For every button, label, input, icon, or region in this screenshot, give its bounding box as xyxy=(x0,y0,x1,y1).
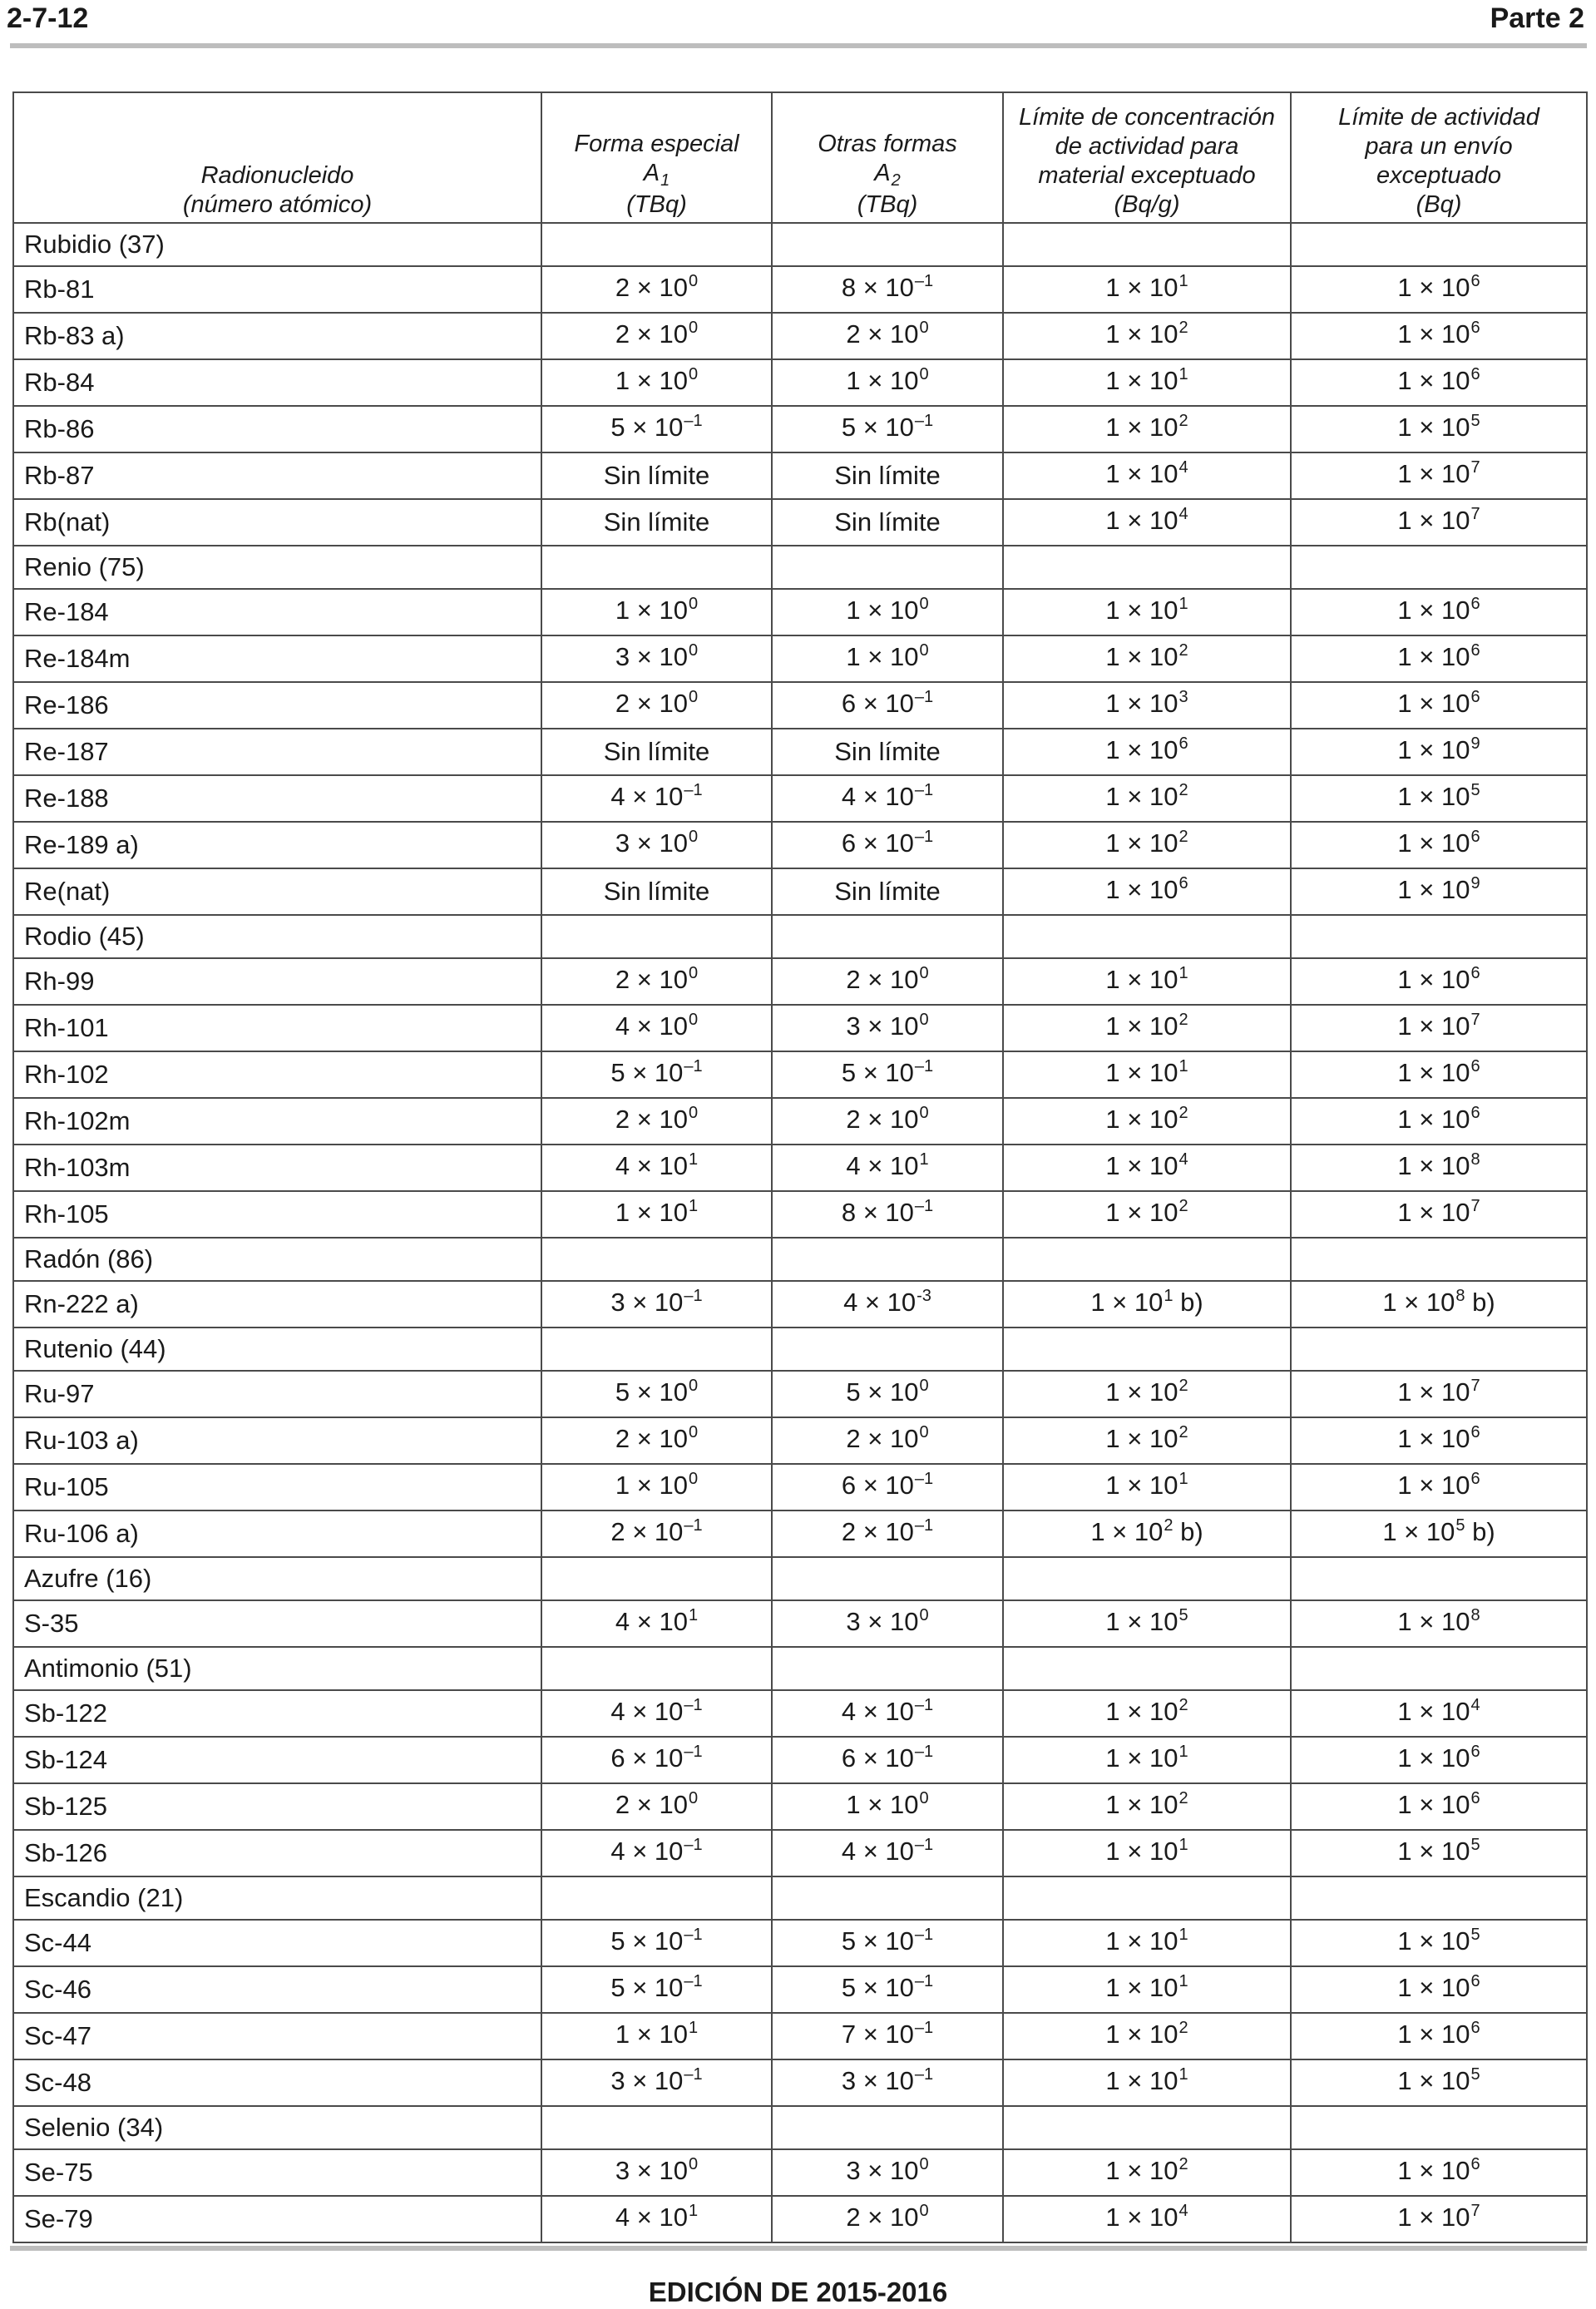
a1-value: $4 \times 10^{-1}$ xyxy=(541,1690,772,1737)
activity-limit-value: $1 \times 10^8$ xyxy=(1291,1145,1587,1191)
activity-limit-value xyxy=(1291,223,1587,266)
a1-value: $2 \times 10^0$ xyxy=(541,1417,772,1464)
symbol-a1: $A_1$ xyxy=(643,160,670,190)
a1-value: $4 \times 10^1$ xyxy=(541,1600,772,1647)
nuclide-name: Re-186 xyxy=(13,682,541,729)
column-header-radionuclide: Radionucleido (número atómico) xyxy=(13,92,541,223)
concentration-limit-value: $1 \times 10^6$ xyxy=(1003,868,1291,915)
concentration-limit-value: $1 \times 10^2$ xyxy=(1003,1783,1291,1830)
activity-limit-value xyxy=(1291,1876,1587,1920)
a1-value xyxy=(541,2106,772,2149)
concentration-limit-value: $1 \times 10^1$ xyxy=(1003,958,1291,1005)
activity-limit-value: $1 \times 10^5$ xyxy=(1291,1920,1587,1966)
nuclide-name: Rb-86 xyxy=(13,406,541,452)
section-number: 2-7-12 xyxy=(7,2,89,34)
a1-value: Sin límite xyxy=(541,868,772,915)
a2-value: Sin límite xyxy=(772,452,1003,499)
a1-value: $2 \times 10^0$ xyxy=(541,313,772,359)
nuclide-name: Renio (75) xyxy=(13,546,541,589)
activity-limit-value xyxy=(1291,1557,1587,1600)
concentration-limit-value: $1 \times 10^1$ xyxy=(1003,1830,1291,1876)
a1-value: $4 \times 10^1$ xyxy=(541,1145,772,1191)
a2-value: $1 \times 10^0$ xyxy=(772,635,1003,682)
nuclide-name: Escandio (21) xyxy=(13,1876,541,1920)
concentration-limit-value xyxy=(1003,1557,1291,1600)
nuclide-name: Rb-84 xyxy=(13,359,541,406)
part-label: Parte 2 xyxy=(1490,2,1584,34)
a1-value xyxy=(541,1876,772,1920)
table-row xyxy=(13,1098,1587,1145)
a1-value: $1 \times 10^1$ xyxy=(541,2013,772,2059)
activity-limit-value xyxy=(1291,1647,1587,1690)
a1-value xyxy=(541,915,772,958)
concentration-limit-value: $1 \times 10^1$ xyxy=(1003,2059,1291,2106)
concentration-limit-value: $1 \times 10^6$ xyxy=(1003,729,1291,775)
a1-value: $3 \times 10^0$ xyxy=(541,635,772,682)
element-group-row xyxy=(13,1238,1587,1281)
element-group-row xyxy=(13,546,1587,589)
a2-value: $3 \times 10^0$ xyxy=(772,2149,1003,2196)
table-row xyxy=(13,499,1587,546)
activity-limit-value: $1 \times 10^6$ xyxy=(1291,1417,1587,1464)
concentration-limit-value: $1 \times 10^2$ xyxy=(1003,822,1291,868)
a1-value: $4 \times 10^{-1}$ xyxy=(541,1830,772,1876)
a2-value: $4 \times 10^{-1}$ xyxy=(772,1690,1003,1737)
a1-value xyxy=(541,1557,772,1600)
concentration-limit-value: $1 \times 10^2$ xyxy=(1003,1191,1291,1238)
a1-value: Sin límite xyxy=(541,452,772,499)
table-row xyxy=(13,1966,1587,2013)
activity-limit-value: $1 \times 10^5$ xyxy=(1291,1830,1587,1876)
a1-value xyxy=(541,546,772,589)
activity-limit-value: $1 \times 10^6$ xyxy=(1291,313,1587,359)
concentration-limit-value: $1 \times 10^1$ xyxy=(1003,266,1291,313)
concentration-limit-value: $1 \times 10^1$ xyxy=(1003,589,1291,635)
activity-limit-value xyxy=(1291,546,1587,589)
nuclide-name: Radón (86) xyxy=(13,1238,541,1281)
nuclide-name: Sc-48 xyxy=(13,2059,541,2106)
activity-limit-value: $1 \times 10^7$ xyxy=(1291,499,1587,546)
table-row xyxy=(13,1281,1587,1328)
a2-value: $6 \times 10^{-1}$ xyxy=(772,682,1003,729)
nuclide-name: Rb(nat) xyxy=(13,499,541,546)
activity-limit-value: $1 \times 10^7$ xyxy=(1291,1191,1587,1238)
activity-limit-value: $1 \times 10^6$ xyxy=(1291,359,1587,406)
concentration-limit-value: $1 \times 10^2$ xyxy=(1003,313,1291,359)
nuclide-name: Ru-106 a) xyxy=(13,1510,541,1557)
nuclide-name: Selenio (34) xyxy=(13,2106,541,2149)
nuclide-name: Sb-126 xyxy=(13,1830,541,1876)
activity-limit-value: $1 \times 10^9$ xyxy=(1291,868,1587,915)
a2-value: $3 \times 10^0$ xyxy=(772,1005,1003,1051)
a2-value: $6 \times 10^{-1}$ xyxy=(772,1737,1003,1783)
activity-limit-value: $1 \times 10^6$ xyxy=(1291,635,1587,682)
activity-limit-value: $1 \times 10^6$ xyxy=(1291,589,1587,635)
a2-value xyxy=(772,1557,1003,1600)
activity-limit-value: $1 \times 10^6$ xyxy=(1291,2149,1587,2196)
a2-value: $5 \times 10^{-1}$ xyxy=(772,1920,1003,1966)
nuclide-name: Re-184m xyxy=(13,635,541,682)
a1-value: $2 \times 10^0$ xyxy=(541,266,772,313)
concentration-limit-value: $1 \times 10^3$ xyxy=(1003,682,1291,729)
activity-limit-value xyxy=(1291,1238,1587,1281)
a1-value: $4 \times 10^0$ xyxy=(541,1005,772,1051)
column-header-a2: Otras formas $A_2$ (TBq) xyxy=(772,92,1003,223)
header-rule xyxy=(10,43,1587,48)
concentration-limit-value: $1 \times 10^2$ xyxy=(1003,1005,1291,1051)
a2-value: Sin límite xyxy=(772,499,1003,546)
table-row xyxy=(13,2059,1587,2106)
a1-value: $2 \times 10^0$ xyxy=(541,682,772,729)
concentration-limit-value: $1 \times 10^4$ xyxy=(1003,499,1291,546)
concentration-limit-value: $1 \times 10^2$ xyxy=(1003,1690,1291,1737)
table-row xyxy=(13,1145,1587,1191)
a1-value: $2 \times 10^0$ xyxy=(541,958,772,1005)
concentration-limit-value: $1 \times 10^4$ xyxy=(1003,1145,1291,1191)
table-row xyxy=(13,1920,1587,1966)
a2-value: $4 \times 10^{-1}$ xyxy=(772,775,1003,822)
a1-value xyxy=(541,1328,772,1371)
a1-value xyxy=(541,1647,772,1690)
nuclide-name: Rh-101 xyxy=(13,1005,541,1051)
concentration-limit-value: $1 \times 10^2$ xyxy=(1003,775,1291,822)
nuclide-name: Re-184 xyxy=(13,589,541,635)
table-row xyxy=(13,1371,1587,1417)
a2-value: $2 \times 10^0$ xyxy=(772,2196,1003,2242)
nuclide-name: Ru-97 xyxy=(13,1371,541,1417)
table-row xyxy=(13,1417,1587,1464)
table-row xyxy=(13,589,1587,635)
nuclide-name: Sc-44 xyxy=(13,1920,541,1966)
concentration-limit-value: $1 \times 10^4$ xyxy=(1003,2196,1291,2242)
table-row xyxy=(13,452,1587,499)
table-row xyxy=(13,729,1587,775)
nuclide-name: Rutenio (44) xyxy=(13,1328,541,1371)
symbol-a2: $A_2$ xyxy=(874,160,901,190)
activity-limit-value: $1 \times 10^7$ xyxy=(1291,452,1587,499)
activity-limit-value: $1 \times 10^8$ b) xyxy=(1291,1281,1587,1328)
page-header xyxy=(0,0,1596,50)
concentration-limit-value: $1 \times 10^1$ b) xyxy=(1003,1281,1291,1328)
nuclide-name: Re-189 a) xyxy=(13,822,541,868)
activity-limit-value: $1 \times 10^6$ xyxy=(1291,822,1587,868)
concentration-limit-value: $1 \times 10^5$ xyxy=(1003,1600,1291,1647)
a2-value: $1 \times 10^0$ xyxy=(772,359,1003,406)
a1-value: $3 \times 10^{-1}$ xyxy=(541,1281,772,1328)
a1-value: $4 \times 10^1$ xyxy=(541,2196,772,2242)
table-row xyxy=(13,1464,1587,1510)
table-row xyxy=(13,1005,1587,1051)
activity-limit-value: $1 \times 10^6$ xyxy=(1291,2013,1587,2059)
concentration-limit-value: $1 \times 10^4$ xyxy=(1003,452,1291,499)
nuclide-name: Rodio (45) xyxy=(13,915,541,958)
table-row xyxy=(13,2013,1587,2059)
a2-value: $3 \times 10^{-1}$ xyxy=(772,2059,1003,2106)
table-row xyxy=(13,1830,1587,1876)
activity-limit-value: $1 \times 10^6$ xyxy=(1291,1966,1587,2013)
nuclide-name: Ru-105 xyxy=(13,1464,541,1510)
a2-value xyxy=(772,915,1003,958)
nuclide-name: Rb-81 xyxy=(13,266,541,313)
a2-value: $1 \times 10^0$ xyxy=(772,1783,1003,1830)
table-row xyxy=(13,2149,1587,2196)
nuclide-name: Re-188 xyxy=(13,775,541,822)
table-row xyxy=(13,1510,1587,1557)
edition-label: EDICIÓN DE 2015-2016 xyxy=(648,2277,948,2307)
a1-value: $3 \times 10^0$ xyxy=(541,2149,772,2196)
concentration-limit-value: $1 \times 10^1$ xyxy=(1003,1464,1291,1510)
page-footer xyxy=(0,2246,1596,2309)
activity-limit-value: $1 \times 10^7$ xyxy=(1291,1371,1587,1417)
a1-value: $5 \times 10^{-1}$ xyxy=(541,1051,772,1098)
nuclide-name: Rh-102m xyxy=(13,1098,541,1145)
concentration-limit-value: $1 \times 10^2$ xyxy=(1003,1098,1291,1145)
table-body xyxy=(13,223,1587,2242)
a1-value: $1 \times 10^0$ xyxy=(541,589,772,635)
a2-value xyxy=(772,1647,1003,1690)
a1-value: $2 \times 10^0$ xyxy=(541,1783,772,1830)
a2-value: $5 \times 10^0$ xyxy=(772,1371,1003,1417)
a2-value xyxy=(772,1876,1003,1920)
concentration-limit-value: $1 \times 10^2$ xyxy=(1003,2149,1291,2196)
table-row xyxy=(13,2196,1587,2242)
concentration-limit-value xyxy=(1003,546,1291,589)
concentration-limit-value: $1 \times 10^2$ xyxy=(1003,1371,1291,1417)
a1-value: $1 \times 10^0$ xyxy=(541,359,772,406)
a1-value: $3 \times 10^{-1}$ xyxy=(541,2059,772,2106)
activity-limit-value: $1 \times 10^6$ xyxy=(1291,266,1587,313)
a1-value xyxy=(541,223,772,266)
activity-limit-value: $1 \times 10^7$ xyxy=(1291,2196,1587,2242)
activity-limit-value: $1 \times 10^6$ xyxy=(1291,1737,1587,1783)
nuclide-name: Sc-47 xyxy=(13,2013,541,2059)
activity-limit-value: $1 \times 10^6$ xyxy=(1291,1464,1587,1510)
footer-rule xyxy=(10,2246,1587,2251)
activity-limit-value: $1 \times 10^5$ b) xyxy=(1291,1510,1587,1557)
activity-limit-value: $1 \times 10^4$ xyxy=(1291,1690,1587,1737)
a2-value: Sin límite xyxy=(772,729,1003,775)
activity-limit-value: $1 \times 10^6$ xyxy=(1291,1098,1587,1145)
table-row xyxy=(13,313,1587,359)
table-row xyxy=(13,1600,1587,1647)
concentration-limit-value: $1 \times 10^1$ xyxy=(1003,1051,1291,1098)
table-row xyxy=(13,775,1587,822)
activity-limit-value: $1 \times 10^6$ xyxy=(1291,1783,1587,1830)
concentration-limit-value: $1 \times 10^1$ xyxy=(1003,359,1291,406)
a1-value: $5 \times 10^0$ xyxy=(541,1371,772,1417)
a2-value: $6 \times 10^{-1}$ xyxy=(772,822,1003,868)
a1-value: Sin límite xyxy=(541,729,772,775)
nuclide-name: Rb-83 a) xyxy=(13,313,541,359)
concentration-limit-value: $1 \times 10^2$ xyxy=(1003,2013,1291,2059)
table-row xyxy=(13,635,1587,682)
a2-value: $8 \times 10^{-1}$ xyxy=(772,1191,1003,1238)
nuclide-name: Re(nat) xyxy=(13,868,541,915)
radionuclide-table xyxy=(12,91,1588,2243)
a2-value xyxy=(772,546,1003,589)
activity-limit-value: $1 \times 10^5$ xyxy=(1291,406,1587,452)
nuclide-name: Se-75 xyxy=(13,2149,541,2196)
activity-limit-value: $1 \times 10^6$ xyxy=(1291,1051,1587,1098)
concentration-limit-value xyxy=(1003,223,1291,266)
table-row xyxy=(13,868,1587,915)
a2-value: $6 \times 10^{-1}$ xyxy=(772,1464,1003,1510)
a2-value: Sin límite xyxy=(772,868,1003,915)
a2-value: $4 \times 10^{-3}$ xyxy=(772,1281,1003,1328)
activity-limit-value: $1 \times 10^5$ xyxy=(1291,775,1587,822)
a2-value: $2 \times 10^0$ xyxy=(772,1417,1003,1464)
column-header-activity-limit: Límite de actividad para un envío exceptuado (Bq) xyxy=(1291,92,1587,223)
a2-value: $8 \times 10^{-1}$ xyxy=(772,266,1003,313)
a2-value: $2 \times 10^{-1}$ xyxy=(772,1510,1003,1557)
table-row xyxy=(13,1737,1587,1783)
element-group-row xyxy=(13,1328,1587,1371)
nuclide-name: Rn-222 a) xyxy=(13,1281,541,1328)
a1-value: $6 \times 10^{-1}$ xyxy=(541,1737,772,1783)
a2-value: $2 \times 10^0$ xyxy=(772,1098,1003,1145)
element-group-row xyxy=(13,1557,1587,1600)
a1-value: $4 \times 10^{-1}$ xyxy=(541,775,772,822)
nuclide-name: Sb-124 xyxy=(13,1737,541,1783)
element-group-row xyxy=(13,1876,1587,1920)
a1-value: $1 \times 10^0$ xyxy=(541,1464,772,1510)
a2-value xyxy=(772,223,1003,266)
a2-value: $3 \times 10^0$ xyxy=(772,1600,1003,1647)
table-header-row xyxy=(13,92,1587,223)
a2-value: $4 \times 10^{-1}$ xyxy=(772,1830,1003,1876)
a1-value: Sin límite xyxy=(541,499,772,546)
concentration-limit-value xyxy=(1003,2106,1291,2149)
nuclide-name: Se-79 xyxy=(13,2196,541,2242)
nuclide-name: Sc-46 xyxy=(13,1966,541,2013)
nuclide-name: Sb-122 xyxy=(13,1690,541,1737)
nuclide-name: Rh-99 xyxy=(13,958,541,1005)
a2-value: $5 \times 10^{-1}$ xyxy=(772,1966,1003,2013)
a1-value: $3 \times 10^0$ xyxy=(541,822,772,868)
a2-value: $7 \times 10^{-1}$ xyxy=(772,2013,1003,2059)
concentration-limit-value xyxy=(1003,1876,1291,1920)
a1-value: $1 \times 10^1$ xyxy=(541,1191,772,1238)
nuclide-name: Ru-103 a) xyxy=(13,1417,541,1464)
activity-limit-value: $1 \times 10^7$ xyxy=(1291,1005,1587,1051)
activity-limit-value: $1 \times 10^6$ xyxy=(1291,958,1587,1005)
element-group-row xyxy=(13,1647,1587,1690)
activity-limit-value: $1 \times 10^6$ xyxy=(1291,682,1587,729)
table-row xyxy=(13,958,1587,1005)
nuclide-name: Rh-102 xyxy=(13,1051,541,1098)
element-group-row xyxy=(13,223,1587,266)
table-row xyxy=(13,1051,1587,1098)
a1-value: $5 \times 10^{-1}$ xyxy=(541,1920,772,1966)
table-row xyxy=(13,1783,1587,1830)
a1-value xyxy=(541,1238,772,1281)
concentration-limit-value xyxy=(1003,1647,1291,1690)
nuclide-name: Re-187 xyxy=(13,729,541,775)
a2-value xyxy=(772,2106,1003,2149)
concentration-limit-value xyxy=(1003,1328,1291,1371)
activity-limit-value: $1 \times 10^9$ xyxy=(1291,729,1587,775)
table-row xyxy=(13,359,1587,406)
a2-value: $5 \times 10^{-1}$ xyxy=(772,406,1003,452)
a1-value: $5 \times 10^{-1}$ xyxy=(541,406,772,452)
table-row xyxy=(13,682,1587,729)
activity-limit-value: $1 \times 10^5$ xyxy=(1291,2059,1587,2106)
a2-value: $2 \times 10^0$ xyxy=(772,958,1003,1005)
concentration-limit-value xyxy=(1003,1238,1291,1281)
nuclide-name: Rb-87 xyxy=(13,452,541,499)
concentration-limit-value: $1 \times 10^1$ xyxy=(1003,1737,1291,1783)
concentration-limit-value: $1 \times 10^2$ xyxy=(1003,406,1291,452)
activity-limit-value xyxy=(1291,1328,1587,1371)
element-group-row xyxy=(13,2106,1587,2149)
table-row xyxy=(13,1191,1587,1238)
element-group-row xyxy=(13,915,1587,958)
table-row xyxy=(13,406,1587,452)
a1-value: $2 \times 10^0$ xyxy=(541,1098,772,1145)
column-header-a1: Forma especial $A_1$ (TBq) xyxy=(541,92,772,223)
nuclide-name: Rh-105 xyxy=(13,1191,541,1238)
activity-limit-value: $1 \times 10^8$ xyxy=(1291,1600,1587,1647)
nuclide-name: Azufre (16) xyxy=(13,1557,541,1600)
a2-value: $4 \times 10^1$ xyxy=(772,1145,1003,1191)
column-header-concentration-limit: Límite de concentración de actividad para material exceptuado (Bq/g) xyxy=(1003,92,1291,223)
a1-value: $5 \times 10^{-1}$ xyxy=(541,1966,772,2013)
a1-value: $2 \times 10^{-1}$ xyxy=(541,1510,772,1557)
concentration-limit-value: $1 \times 10^2$ b) xyxy=(1003,1510,1291,1557)
table-row xyxy=(13,266,1587,313)
concentration-limit-value: $1 \times 10^2$ xyxy=(1003,1417,1291,1464)
activity-limit-value xyxy=(1291,915,1587,958)
nuclide-name: S-35 xyxy=(13,1600,541,1647)
nuclide-name: Rubidio (37) xyxy=(13,223,541,266)
concentration-limit-value: $1 \times 10^1$ xyxy=(1003,1920,1291,1966)
a2-value: $5 \times 10^{-1}$ xyxy=(772,1051,1003,1098)
nuclide-name: Rh-103m xyxy=(13,1145,541,1191)
nuclide-name: Sb-125 xyxy=(13,1783,541,1830)
a2-value xyxy=(772,1328,1003,1371)
concentration-limit-value xyxy=(1003,915,1291,958)
table-row xyxy=(13,822,1587,868)
concentration-limit-value: $1 \times 10^2$ xyxy=(1003,635,1291,682)
a2-value xyxy=(772,1238,1003,1281)
a2-value: $2 \times 10^0$ xyxy=(772,313,1003,359)
activity-limit-value xyxy=(1291,2106,1587,2149)
table-row xyxy=(13,1690,1587,1737)
concentration-limit-value: $1 \times 10^1$ xyxy=(1003,1966,1291,2013)
a2-value: $1 \times 10^0$ xyxy=(772,589,1003,635)
nuclide-name: Antimonio (51) xyxy=(13,1647,541,1690)
